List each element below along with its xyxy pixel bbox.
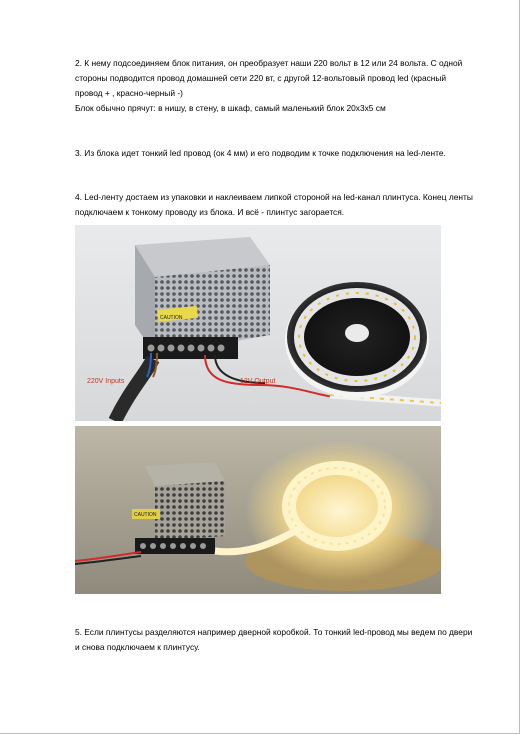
photo-power-supply-wiring-illustration xyxy=(75,225,441,421)
photo-led-strip-lit xyxy=(75,426,441,594)
paragraph-step-5: 5. Если плинтусы разделяются например дверной коробкой. То тонкий led-провод мы ведем по двери и снова подключаем к плинтусу. xyxy=(75,627,473,652)
label-12v-output: 12V Output xyxy=(240,378,276,385)
photo-power-supply-wiring xyxy=(75,225,441,421)
paragraph-step-3: 3. Из блока идет тонкий led провод (ок 4 мм) и его подводим к точке подключения на led-ленте. xyxy=(75,148,446,158)
caution-label-1: CAUTION xyxy=(160,315,183,321)
label-220v-inputs: 220V Inputs xyxy=(87,378,125,385)
photo-led-strip-lit-illustration xyxy=(75,426,441,594)
paragraph-step-4: 4. Led-ленту достаем из упаковки и наклеиваем липкой стороной на led-канал плинтуса. Конец ленты подключаем к тонкому проводу из блока. И всё - плинтус загорается. xyxy=(75,192,473,217)
caution-label-2: CAUTION xyxy=(134,512,157,518)
paragraph-step-2: 2. К нему подсоединяем блок питания, он преобразует наши 220 вольт в 12 или 24 вольта. С одной стороны подводится провод домашней сети 220 вт, с другой 12-вольтовый провод led (красный провод + , красно-черный -) xyxy=(75,58,463,98)
paragraph-step-2-note: Блок обычно прячут: в нишу, в стену, в шкаф, самый маленький блок 20х3х5 см xyxy=(75,103,386,113)
